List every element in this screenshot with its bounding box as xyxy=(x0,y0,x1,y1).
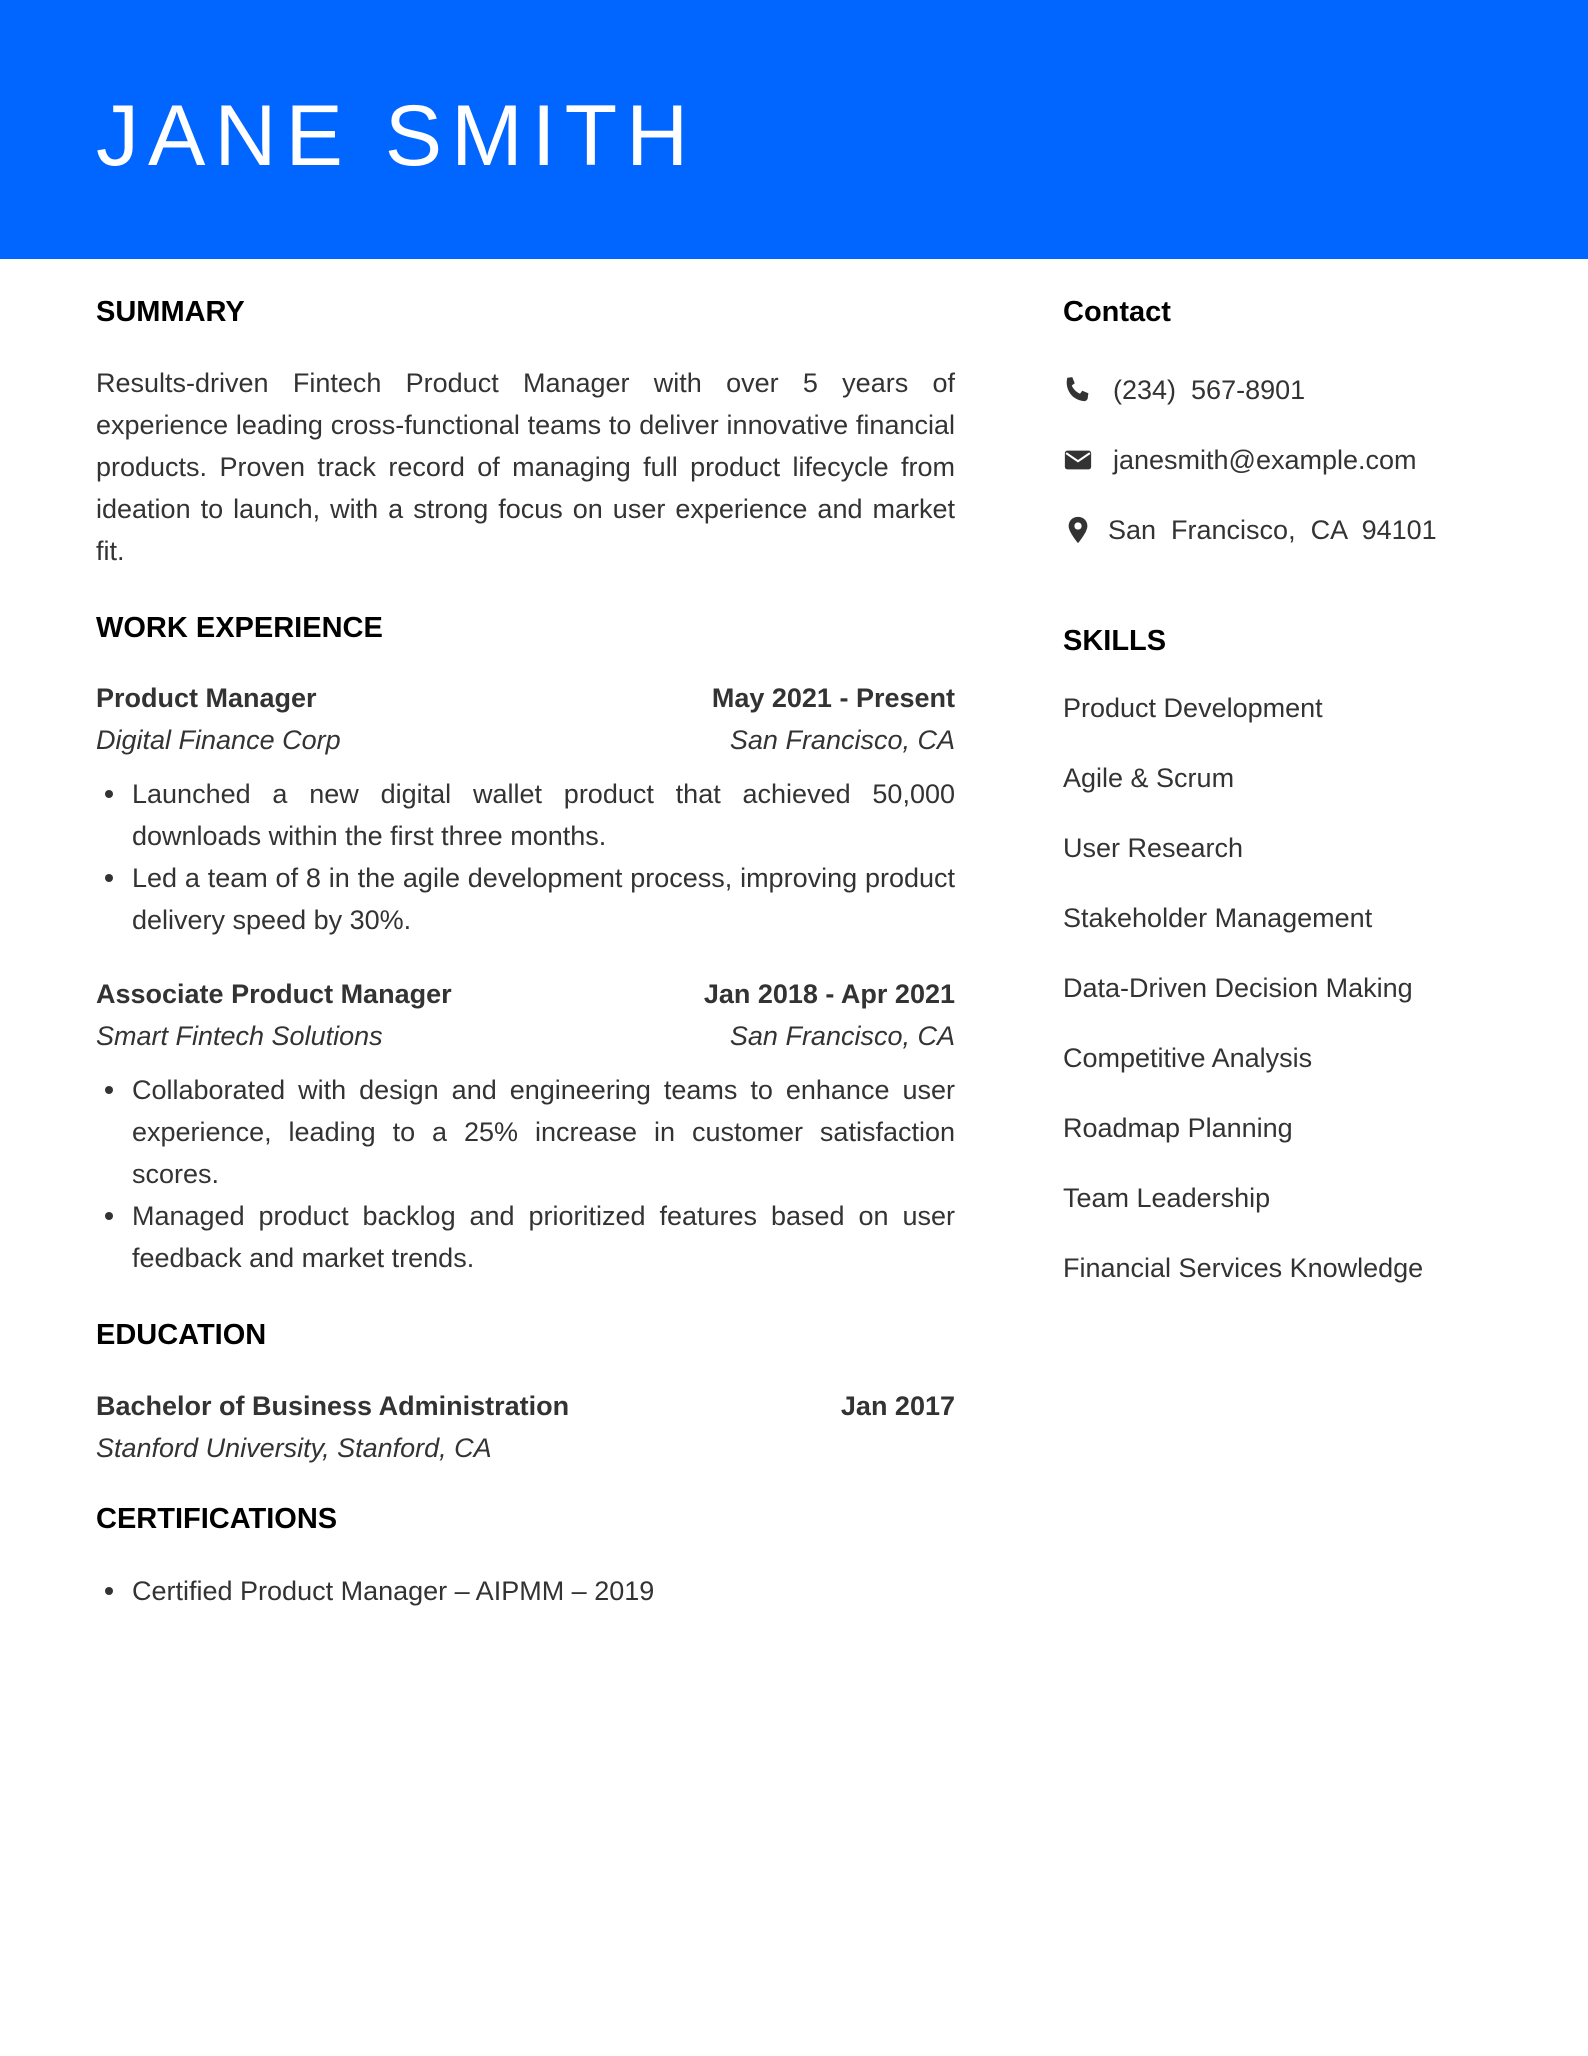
job-header-row xyxy=(96,677,955,719)
skill-item: Data-Driven Decision Making xyxy=(1063,973,1413,1003)
job-header-row xyxy=(96,973,955,1015)
job-bullets xyxy=(96,1069,955,1279)
job-bullet: Managed product backlog and prioritized features based on user feedback and market trends. xyxy=(132,1195,955,1279)
job-role: Product Manager xyxy=(96,683,317,713)
education-school: Stanford University, Stanford, CA xyxy=(96,1433,492,1463)
education-heading: EDUCATION xyxy=(96,1319,267,1351)
sidebar-column xyxy=(1063,294,1523,1289)
skills-heading: SKILLS xyxy=(1063,625,1167,657)
job-entry xyxy=(96,973,955,1279)
skill-item: Stakeholder Management xyxy=(1063,903,1373,933)
skills-list xyxy=(1063,687,1523,1289)
contact-email-text: janesmith@example.com xyxy=(1113,444,1417,475)
education-school-row xyxy=(96,1427,955,1469)
skill-item: User Research xyxy=(1063,833,1244,863)
skill-item: Product Development xyxy=(1063,693,1323,723)
candidate-name: JANE SMITH xyxy=(96,88,698,184)
education-date: Jan 2017 xyxy=(840,1391,955,1421)
certification-item: Certified Product Manager – AIPMM – 2019 xyxy=(132,1570,955,1612)
main-column xyxy=(96,294,955,1612)
education-entry xyxy=(96,1385,955,1469)
job-dates: Jan 2018 - Apr 2021 xyxy=(703,979,955,1009)
job-bullets xyxy=(96,773,955,941)
certifications-heading: CERTIFICATIONS xyxy=(96,1503,338,1535)
work-experience-heading: WORK EXPERIENCE xyxy=(96,612,383,644)
envelope-icon xyxy=(1063,445,1093,475)
skill-item: Team Leadership xyxy=(1063,1183,1271,1213)
skill-item: Financial Services Knowledge xyxy=(1063,1253,1424,1283)
job-dates: May 2021 - Present xyxy=(711,683,955,713)
job-company-row xyxy=(96,1015,955,1057)
skill-item: Agile & Scrum xyxy=(1063,763,1235,793)
contact-phone-text: (234) 567-8901 xyxy=(1113,374,1306,405)
job-bullet: Led a team of 8 in the agile development process, improving product delivery speed by 30%. xyxy=(132,857,955,941)
job-company: Digital Finance Corp xyxy=(96,725,341,755)
skill-item: Competitive Analysis xyxy=(1063,1043,1313,1073)
job-location: San Francisco, CA xyxy=(729,725,955,755)
summary-heading: SUMMARY xyxy=(96,296,245,328)
job-location: San Francisco, CA xyxy=(729,1021,955,1051)
map-marker-icon xyxy=(1063,515,1093,545)
skill-item: Roadmap Planning xyxy=(1063,1113,1293,1143)
phone-icon xyxy=(1063,375,1093,405)
summary-text: Results-driven Fintech Product Manager with over 5 years of experience leading cross-functional teams to deliver innovative financial products. Proven track record of managing full product lifecycle from ideation to launch, with a strong focus on user experience and market fit. xyxy=(96,368,955,566)
contact-heading: Contact xyxy=(1063,296,1171,328)
job-bullet: Launched a new digital wallet product that achieved 50,000 downloads within the first three months. xyxy=(132,773,955,857)
job-company: Smart Fintech Solutions xyxy=(96,1021,383,1051)
job-entry xyxy=(96,677,955,941)
job-role: Associate Product Manager xyxy=(96,979,452,1009)
education-header-row xyxy=(96,1385,955,1427)
contact-phone xyxy=(1063,369,1523,411)
education-degree: Bachelor of Business Administration xyxy=(96,1391,570,1421)
contact-location xyxy=(1063,509,1523,551)
contact-email xyxy=(1063,439,1523,481)
certification-list xyxy=(96,1570,955,1612)
header-banner xyxy=(0,0,1588,259)
job-company-row xyxy=(96,719,955,761)
contact-location-text: San Francisco, CA 94101 xyxy=(1108,514,1437,545)
job-bullet: Collaborated with design and engineering teams to enhance user experience, leading to a 25% increase in customer satisfaction scores. xyxy=(132,1069,955,1195)
